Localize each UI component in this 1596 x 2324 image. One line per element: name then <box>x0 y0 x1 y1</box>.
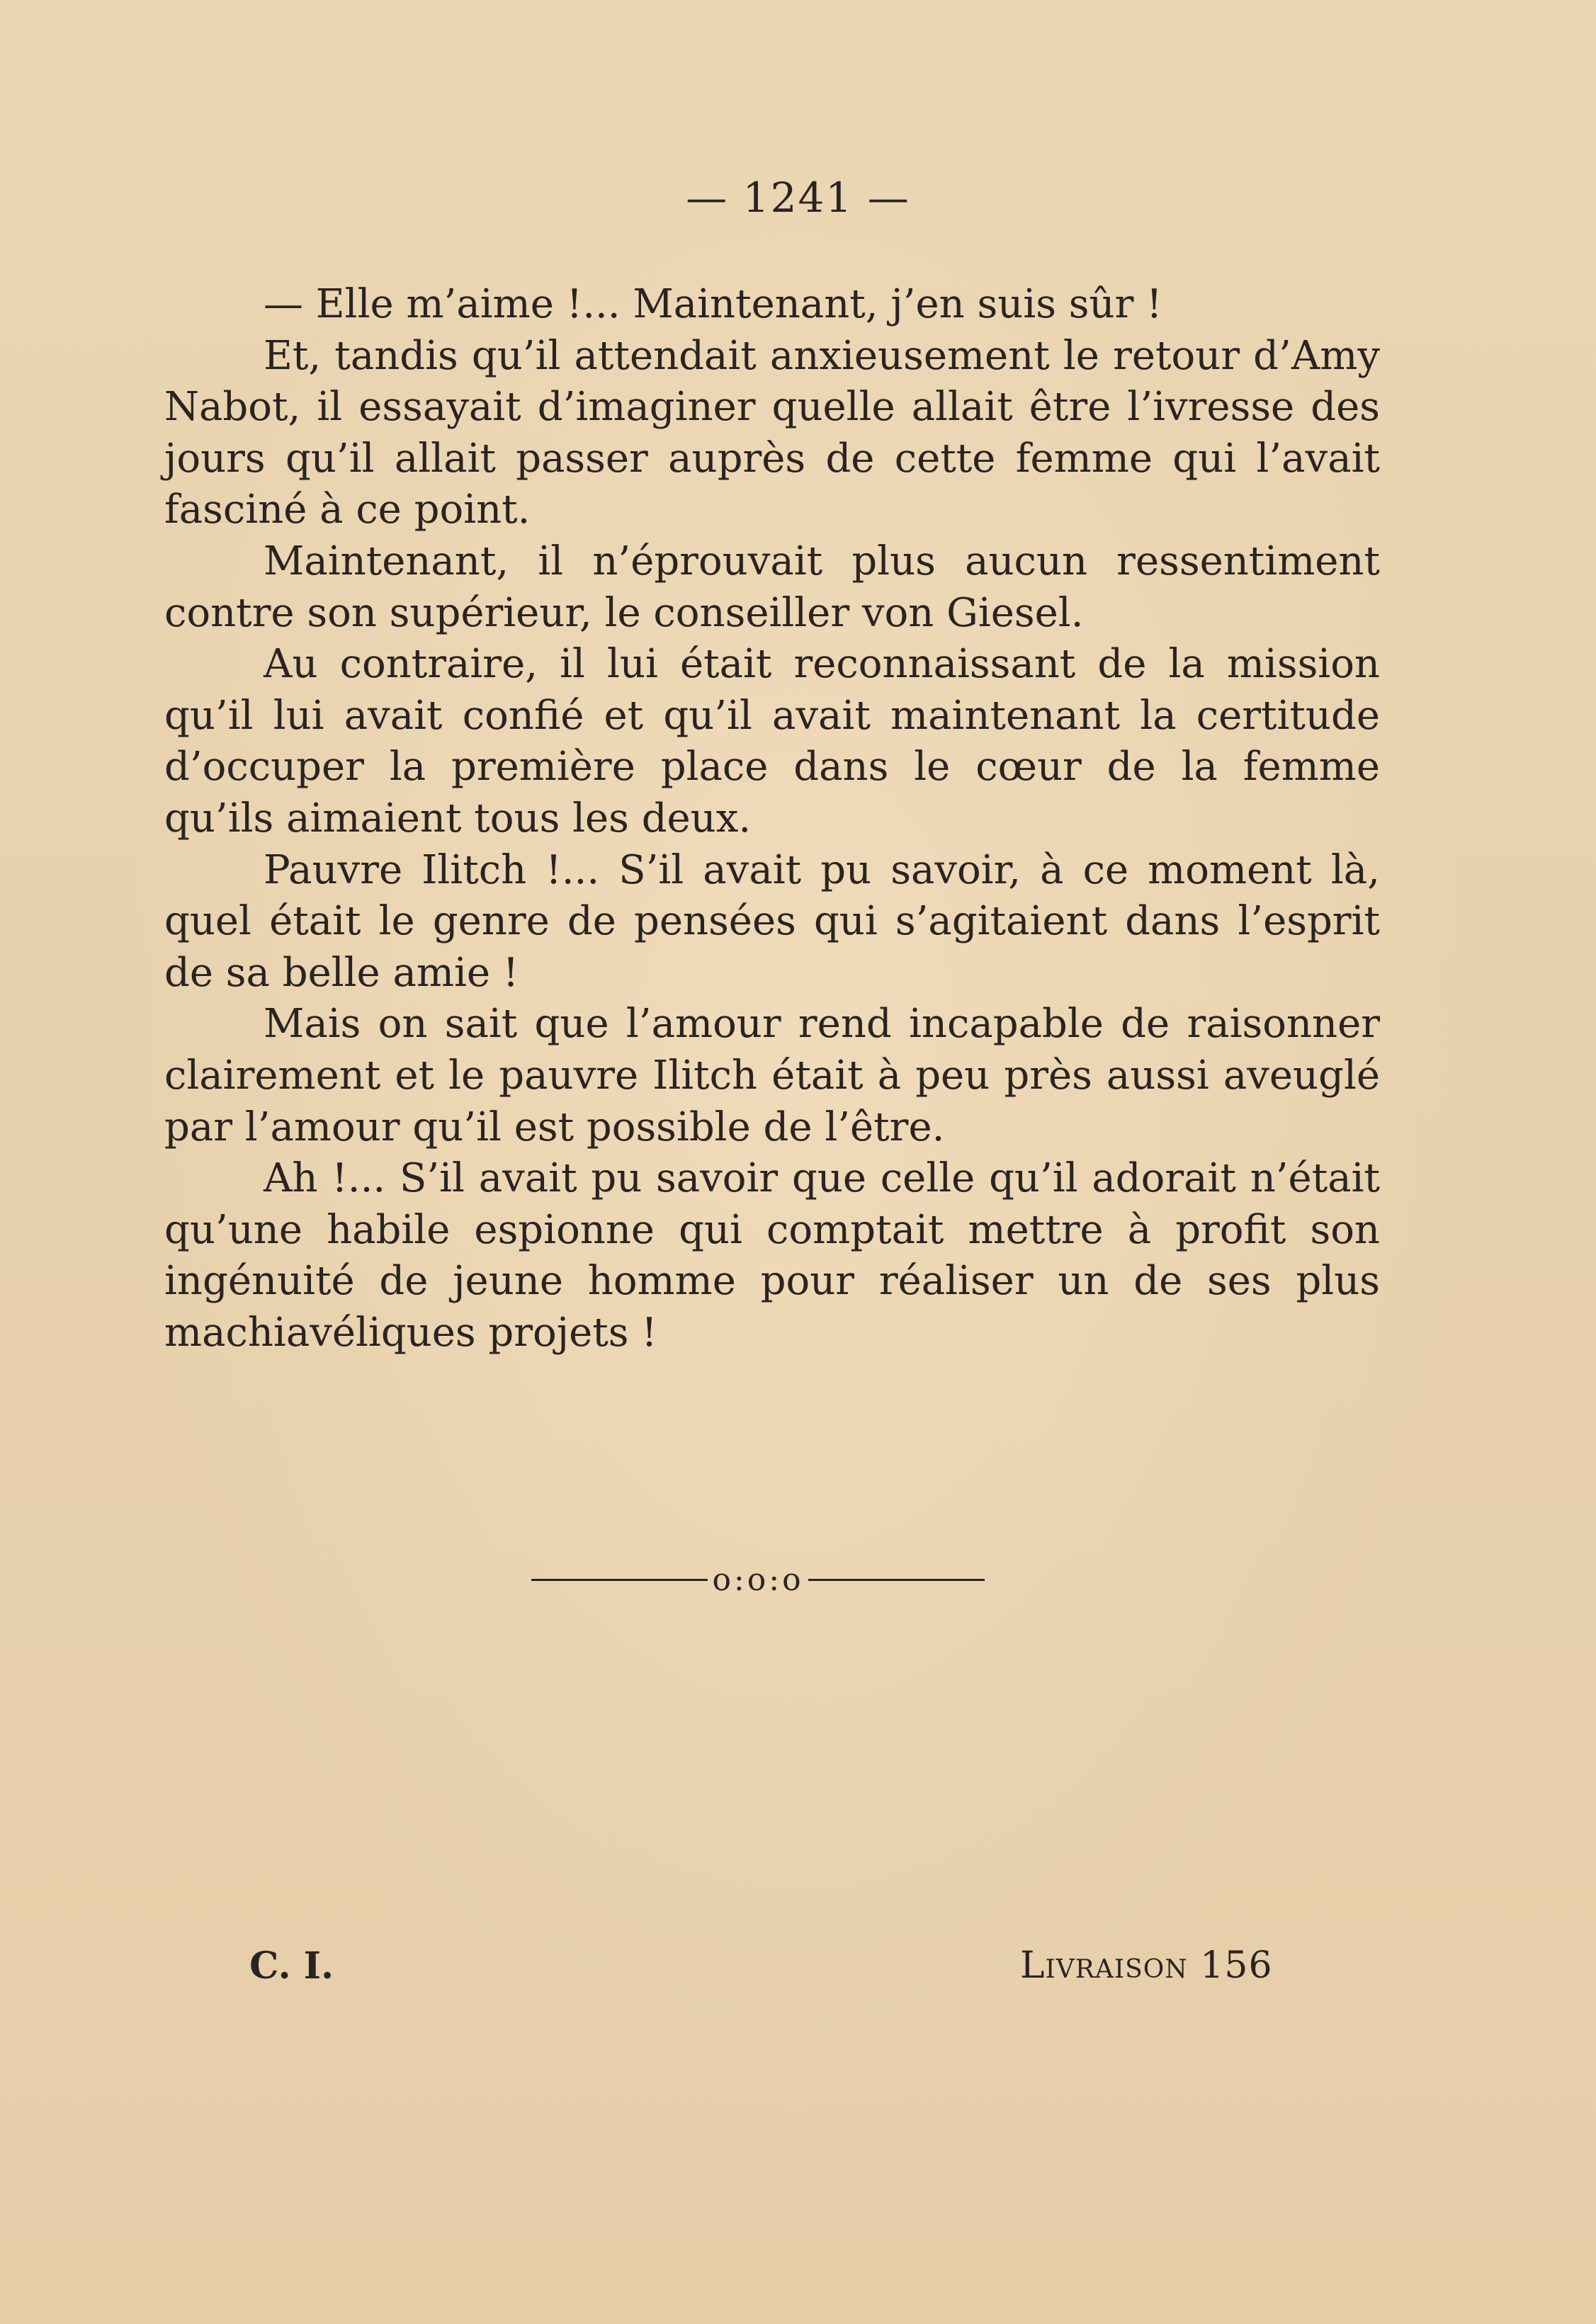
body-text <box>164 279 1380 1359</box>
page-number: — 1241 — <box>686 174 910 222</box>
separator-ornament: o:o:o <box>712 1562 804 1598</box>
paragraph: Maintenant, il n’éprouvait plus aucun ressentiment contre son supérieur, le conseiller von Giesel. <box>164 538 1380 636</box>
footer-signature: C. I. <box>249 1944 334 1988</box>
paragraph: Pauvre Ilitch !... S’il avait pu savoir, à ce moment là, quel était le genre de pensées qui s’agitaient dans l’esprit de sa belle amie ! <box>164 846 1380 996</box>
paragraph: Ah !... S’il avait pu savoir que celle qu’il adorait n’était qu’une habile espionne qui comptait mettre à profit son ingénuité de jeune homme pour réaliser un de ses plus machiavéliques projets ! <box>164 1155 1380 1356</box>
separator-rule-left <box>531 1579 708 1581</box>
paragraph: — Elle m’aime !... Maintenant, j’en suis sûr ! <box>264 281 1162 327</box>
separator-rule-right <box>808 1579 985 1581</box>
paragraph: Mais on sait que l’amour rend incapable de raisonner clairement et le pauvre Ilitch était à peu près aussi aveuglé par l’amour qu’il est possible de l’être. <box>164 1001 1380 1150</box>
paragraph: Au contraire, il lui était reconnaissant de la mission qu’il lui avait confié et qu’il avait maintenant la certitude d’occuper la première place dans le cœur de la femme qu’ils aimaient tous les deux. <box>164 641 1380 841</box>
paragraph: Et, tandis qu’il attendait anxieusement le retour d’Amy Nabot, il essayait d’imaginer quelle allait être l’ivresse des jours qu’il allait passer auprès de cette femme qui l’avait fasciné à ce point. <box>164 332 1380 533</box>
footer-livraison: Livraison 156 <box>1020 1944 1273 1987</box>
section-separator <box>531 1562 985 1598</box>
